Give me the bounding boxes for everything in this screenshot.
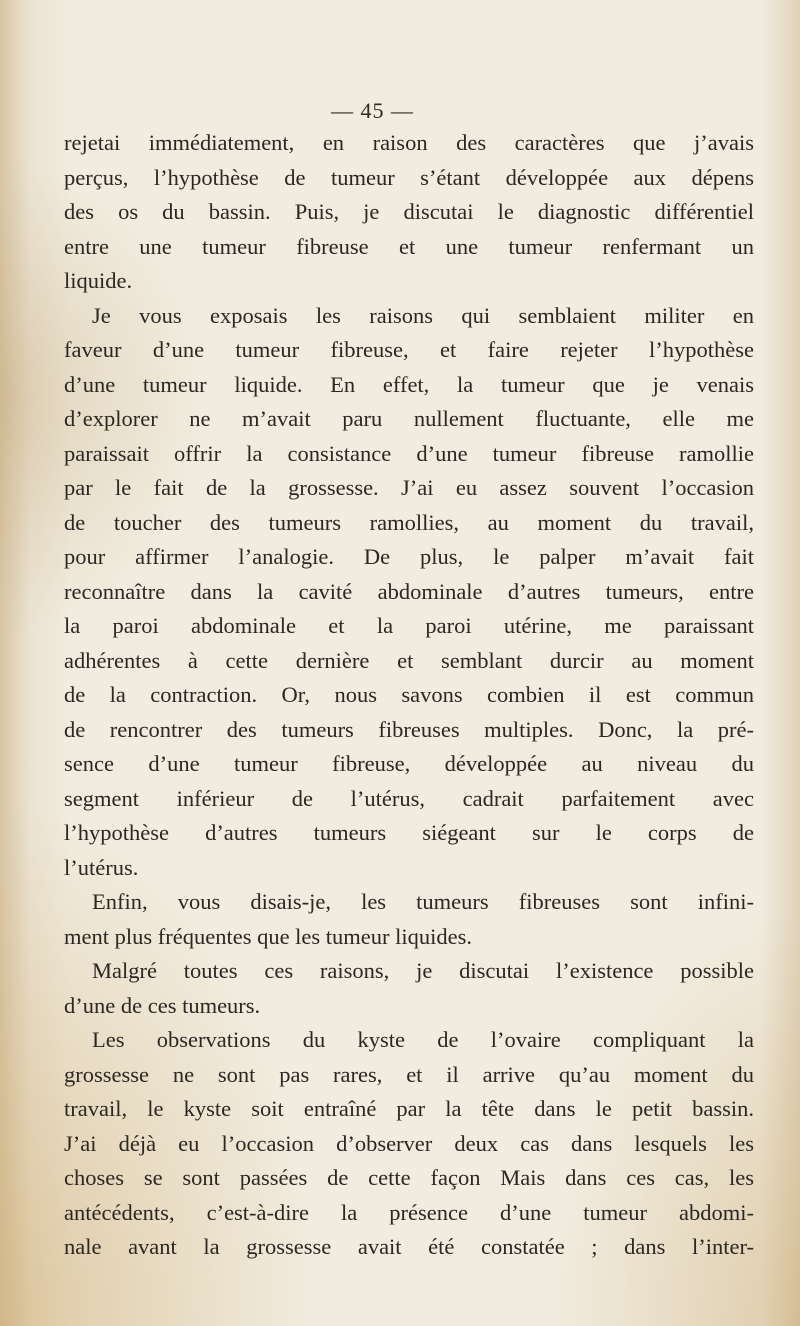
body-text — [64, 126, 754, 1265]
text-line: l’hypothèse d’autres tumeurs siégeant sur le corps de — [64, 820, 754, 845]
text-line: pour affirmer l’analogie. De plus, le palper m’avait fait — [64, 544, 754, 569]
text-line: de rencontrer des tumeurs fibreuses multiples. Donc, la pré- — [64, 716, 754, 742]
text-line: de la contraction. Or, nous savons combien il est commun — [64, 682, 754, 707]
text-line: perçus, l’hypothèse de tumeur s’étant développée aux dépens — [64, 164, 754, 190]
text-line: nale avant la grossesse avait été constatée ; dans l’inter- — [64, 1234, 754, 1259]
text-line: segment inférieur de l’utérus, cadrait parfaitement avec — [64, 785, 754, 811]
text-line: liquide. — [64, 268, 133, 293]
text-line: de toucher des tumeurs ramollies, au moment du travail, — [64, 509, 754, 535]
text-line: grossesse ne sont pas rares, et il arrive qu’au moment du — [64, 1061, 754, 1087]
paragraph-start-line: Enfin, vous disais-je, les tumeurs fibreuses sont infini- — [92, 889, 754, 914]
text-line: paraissait offrir la consistance d’une tumeur fibreuse ramollie — [64, 440, 754, 466]
text-line: adhérentes à cette dernière et semblant durcir au moment — [64, 647, 754, 673]
text-line: ment plus fréquentes que les tumeur liquides. — [64, 923, 473, 949]
text-line: d’explorer ne m’avait paru nullement fluctuante, elle me — [64, 406, 754, 431]
text-line: des os du bassin. Puis, je discutai le diagnostic différentiel — [64, 199, 754, 224]
text-line: reconnaître dans la cavité abdominale d’autres tumeurs, entre — [64, 578, 754, 604]
paragraph-start-line: Je vous exposais les raisons qui semblaient militer en — [92, 302, 754, 328]
text-line: par le fait de la grossesse. J’ai eu assez souvent l’occasion — [64, 475, 754, 500]
text-line: choses se sont passées de cette façon Mais dans ces cas, les — [64, 1165, 754, 1190]
text-line: travail, le kyste soit entraîné par la tête dans le petit bassin. — [64, 1096, 754, 1121]
text-line: sence d’une tumeur fibreuse, développée au niveau du — [64, 751, 754, 776]
text-line: d’une tumeur liquide. En effet, la tumeur que je venais — [64, 371, 754, 397]
text-line: faveur d’une tumeur fibreuse, et faire rejeter l’hypothèse — [64, 337, 754, 362]
text-line: l’utérus. — [64, 854, 139, 880]
text-line: antécédents, c’est-à-dire la présence d’une tumeur abdomi- — [64, 1199, 754, 1225]
text-line: rejetai immédiatement, en raison des caractères que j’avais — [64, 130, 754, 155]
text-line: la paroi abdominale et la paroi utérine, me paraissant — [64, 613, 754, 638]
text-line: J’ai déjà eu l’occasion d’observer deux cas dans lesquels les — [64, 1130, 754, 1156]
paragraph-start-line: Malgré toutes ces raisons, je discutai l’existence possible — [92, 958, 754, 983]
paragraph-start-line: Les observations du kyste de l’ovaire compliquant la — [92, 1027, 754, 1052]
text-line: entre une tumeur fibreuse et une tumeur renfermant un — [64, 233, 754, 259]
text-line: d’une de ces tumeurs. — [64, 992, 261, 1018]
page-number: — 45 — — [331, 98, 414, 123]
